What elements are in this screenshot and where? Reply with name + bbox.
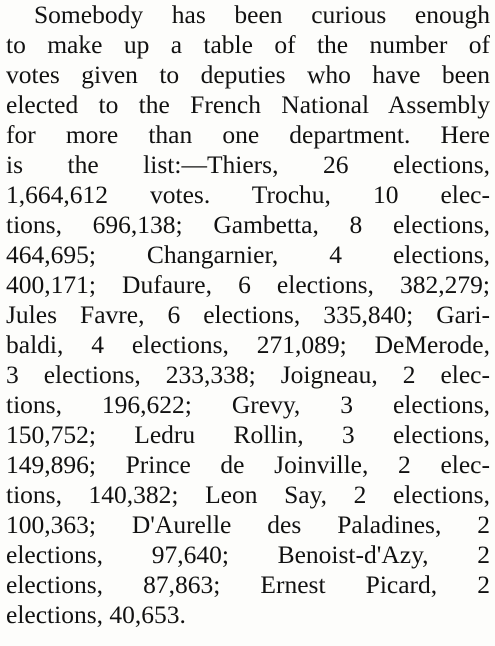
text-line: tions, 696,138; Gambetta, 8 elections, (6, 210, 490, 239)
text-line: Somebody has been curious enough (34, 0, 490, 29)
text-line: is the list:—Thiers, 26 elections, (6, 150, 490, 179)
text-line: 464,695; Changarnier, 4 elections, (6, 240, 490, 269)
text-line: 400,171; Dufaure, 6 elections, 382,279; (6, 270, 490, 299)
text-line: 3 elections, 233,338; Joigneau, 2 elec- (6, 360, 490, 389)
text-line: 1,664,612 votes. Trochu, 10 elec- (6, 180, 490, 209)
text-line: 149,896; Prince de Joinville, 2 elec- (6, 450, 490, 479)
text-line: to make up a table of the number of (6, 30, 490, 59)
text-line: for more than one department. Here (6, 120, 490, 149)
text-line: Jules Favre, 6 elections, 335,840; Gari- (6, 300, 490, 329)
text-line: 150,752; Ledru Rollin, 3 elections, (6, 420, 490, 449)
text-line: votes given to deputies who have been (6, 60, 490, 89)
text-line: elections, 97,640; Benoist-d'Azy, 2 (6, 540, 490, 569)
text-line: elections, 40,653. (6, 600, 186, 629)
text-line: baldi, 4 elections, 271,089; DeMerode, (6, 330, 490, 359)
text-line: tions, 140,382; Leon Say, 2 elections, (6, 480, 490, 509)
text-line: 100,363; D'Aurelle des Paladines, 2 (6, 510, 490, 539)
text-line: elections, 87,863; Ernest Picard, 2 (6, 570, 490, 599)
text-line: elected to the French National Assembly (6, 90, 490, 119)
text-line: tions, 196,622; Grevy, 3 elections, (6, 390, 490, 419)
